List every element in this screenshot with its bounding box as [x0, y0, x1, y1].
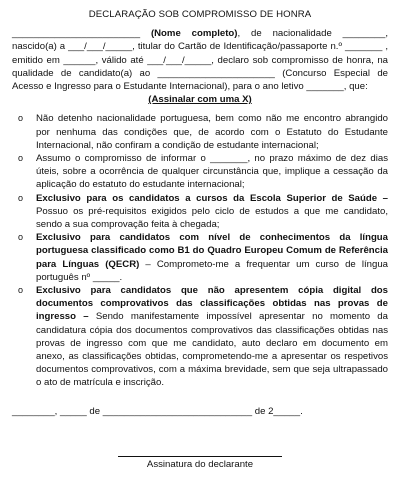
document-title: DECLARAÇÃO SOB COMPROMISSO DE HONRA — [88, 9, 312, 20]
option-text: Possuo os pré-requisitos exigidos pelo ciclo de estudos a que me candidato, sendo a sua comprovação feita à chegada; — [36, 205, 388, 231]
checkbox-bullet-icon[interactable]: o — [18, 232, 24, 243]
option-item[interactable] — [12, 152, 388, 192]
option-item[interactable] — [12, 112, 388, 152]
option-item[interactable] — [12, 284, 388, 390]
name-blank[interactable]: ________________________ — [12, 28, 141, 40]
name-label: (Nome completo) — [150, 28, 238, 40]
declaration-intro — [12, 27, 388, 93]
signature-label: Assinatura do declarante — [146, 459, 254, 470]
selection-instruction: (Assinalar com uma X) — [148, 94, 252, 106]
option-text: Assumo o compromisso de informar o _______, no prazo máximo de dez dias úteis, sobre a ocorrência de qualquer circunstância que, implique a cessação da aplicação do estatuto do estudante internacional; — [36, 153, 388, 191]
option-bold: Exclusivo para candidatos com nível de conhecimentos da língua portuguesa classificado como B1 do Quadro Europeu Comum de Referência para Línguas (QECR) — [36, 232, 388, 270]
intro-text: , de nacionalidade ________, nascido(a) a ___/___/_____, titular do Cartão de Identificação/passaporte n.º _______ , emitido em ______, válido até ___/___/_____, declaro sob compromisso de honra, na qualidade de candidato(a) ao ______________________ (Concurso Especial de Acesso e Ingresso para o Estudante Internacional), para o ano letivo _______, que: — [12, 28, 388, 93]
option-item[interactable] — [12, 192, 388, 232]
option-item[interactable] — [12, 231, 388, 284]
checkbox-bullet-icon[interactable]: o — [18, 153, 24, 164]
option-text: Não detenho nacionalidade portuguesa, bem como não me encontro abrangido por nenhuma das condições que, de acordo com o Estatuto do Estudante Internacional, não confiram a condição de estudante internacional; — [36, 113, 388, 151]
checkbox-bullet-icon[interactable]: o — [18, 192, 24, 203]
option-text: – Comprometo-me a frequentar um curso de língua português nº _____. — [36, 258, 388, 283]
option-text: Sendo manifestamente impossível apresentar no momento da candidatura cópia dos documentos comprovativos das classificações obtidas nas provas de ingresso com que me candidato, auto declaro em documento em anexo, as classificações obtidas, comprometendo-me a apresentar os respetivos documentos comprovativos, com a máxima brevidade, sem que seja ultrapassado o ato de matrícula e inscrição. — [36, 311, 388, 389]
option-bold: Exclusivo para os candidatos a cursos da Escola Superior de Saúde – — [36, 192, 388, 204]
signature-line[interactable] — [118, 456, 282, 457]
place-date-line[interactable]: ________, _____ de ____________________________ de 2_____. — [12, 406, 303, 417]
checkbox-bullet-icon[interactable]: o — [18, 285, 24, 296]
option-bold: Exclusivo para candidatos que não apresentem cópia digital dos documentos comprovativos das classificações obtidas nas provas de ingresso – — [36, 285, 388, 323]
checkbox-bullet-icon[interactable]: o — [18, 113, 24, 124]
declaration-document — [12, 8, 388, 390]
options-list — [12, 112, 388, 389]
